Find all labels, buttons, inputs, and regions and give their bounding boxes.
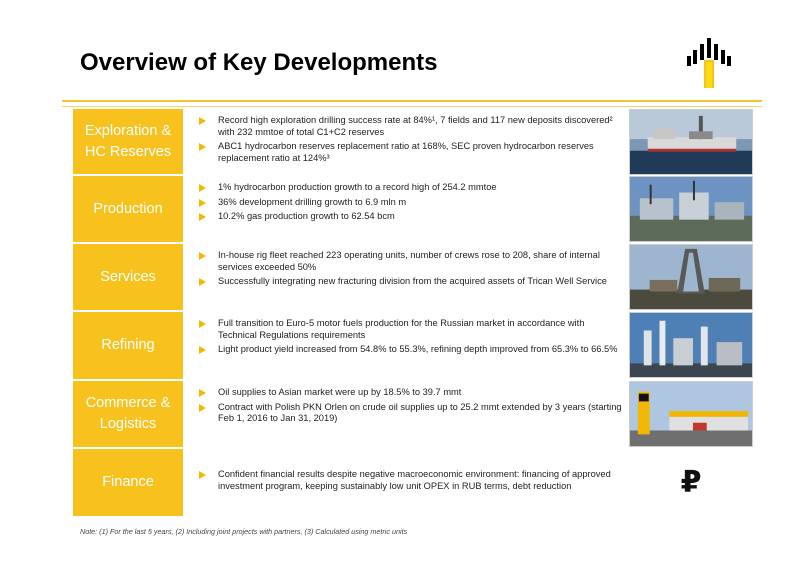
bullet-list [183, 449, 629, 516]
bullet-list [183, 381, 629, 447]
footnote: Note: (1) For the last 5 years, (2) Including joint projects with partners, (3) Calculated using metric units [80, 527, 408, 536]
bullet-item: Confident financial results despite negative macroeconomic environment: financing of approved investment program, keeping sustainably low unit OPEX in RUB terms, debt reduction [199, 469, 623, 492]
row-label: Commerce & Logistics [73, 381, 183, 447]
refinery-photo [629, 312, 753, 378]
row-label: Services [73, 244, 183, 310]
bullet-list [183, 109, 629, 174]
rosneft-logo-icon [684, 38, 734, 88]
bullet-item: ABC1 hydrocarbon reserves replacement ratio at 168%, SEC proven hydrocarbon reserves replacement ratio at 124%³ [199, 141, 623, 164]
ruble-icon: ₽ [680, 465, 702, 500]
row-label: Production [73, 176, 183, 242]
bullet-list [183, 244, 629, 310]
row-production [73, 176, 753, 242]
row-services [73, 244, 753, 310]
bullet-item: Record high exploration drilling success rate at 84%¹, 7 fields and 117 new deposits discovered² with 232 mmtoe of total C1+C2 reserves [199, 115, 623, 138]
bullet-list [183, 176, 629, 242]
bullet-list [183, 312, 629, 379]
row-exploration [73, 109, 753, 174]
page-title: Overview of Key Developments [80, 49, 438, 76]
offshore-drilling-ship-photo [629, 109, 753, 175]
bullet-item: Contract with Polish PKN Orlen on crude oil supplies up to 25.2 mmt extended by 3 years (starting Feb 1, 2016 to Jan 31, 2019) [199, 402, 623, 425]
header-divider [62, 100, 762, 102]
row-label: Exploration & HC Reserves [73, 109, 183, 174]
production-facility-photo [629, 176, 753, 242]
developments-table [73, 109, 753, 518]
row-refining [73, 312, 753, 379]
row-finance [73, 449, 753, 516]
row-label: Finance [73, 449, 183, 516]
row-commerce-logistics [73, 381, 753, 447]
bullet-item: Full transition to Euro-5 motor fuels production for the Russian market in accordance with Technical Regulations requirements [199, 318, 623, 341]
bullet-item: Light product yield increased from 54.8% to 55.3%, refining depth improved from 65.3% to 66.5% [199, 344, 623, 356]
header-divider-thin [62, 106, 762, 107]
bullet-item: 1% hydrocarbon production growth to a record high of 254.2 mmtoe [199, 182, 623, 194]
drilling-rig-photo [629, 244, 753, 310]
gas-station-photo [629, 381, 753, 447]
row-label: Refining [73, 312, 183, 379]
bullet-item: 10.2% gas production growth to 62.54 bcm [199, 211, 623, 223]
bullet-item: In-house rig fleet reached 223 operating units, number of crews rose to 208, share of internal services exceeded 50% [199, 250, 623, 273]
bullet-item: Successfully integrating new fracturing division from the acquired assets of Trican Well Service [199, 276, 623, 288]
bullet-item: Oil supplies to Asian market were up by 18.5% to 39.7 mmt [199, 387, 623, 399]
bullet-item: 36% development drilling growth to 6.9 mln m [199, 197, 623, 209]
